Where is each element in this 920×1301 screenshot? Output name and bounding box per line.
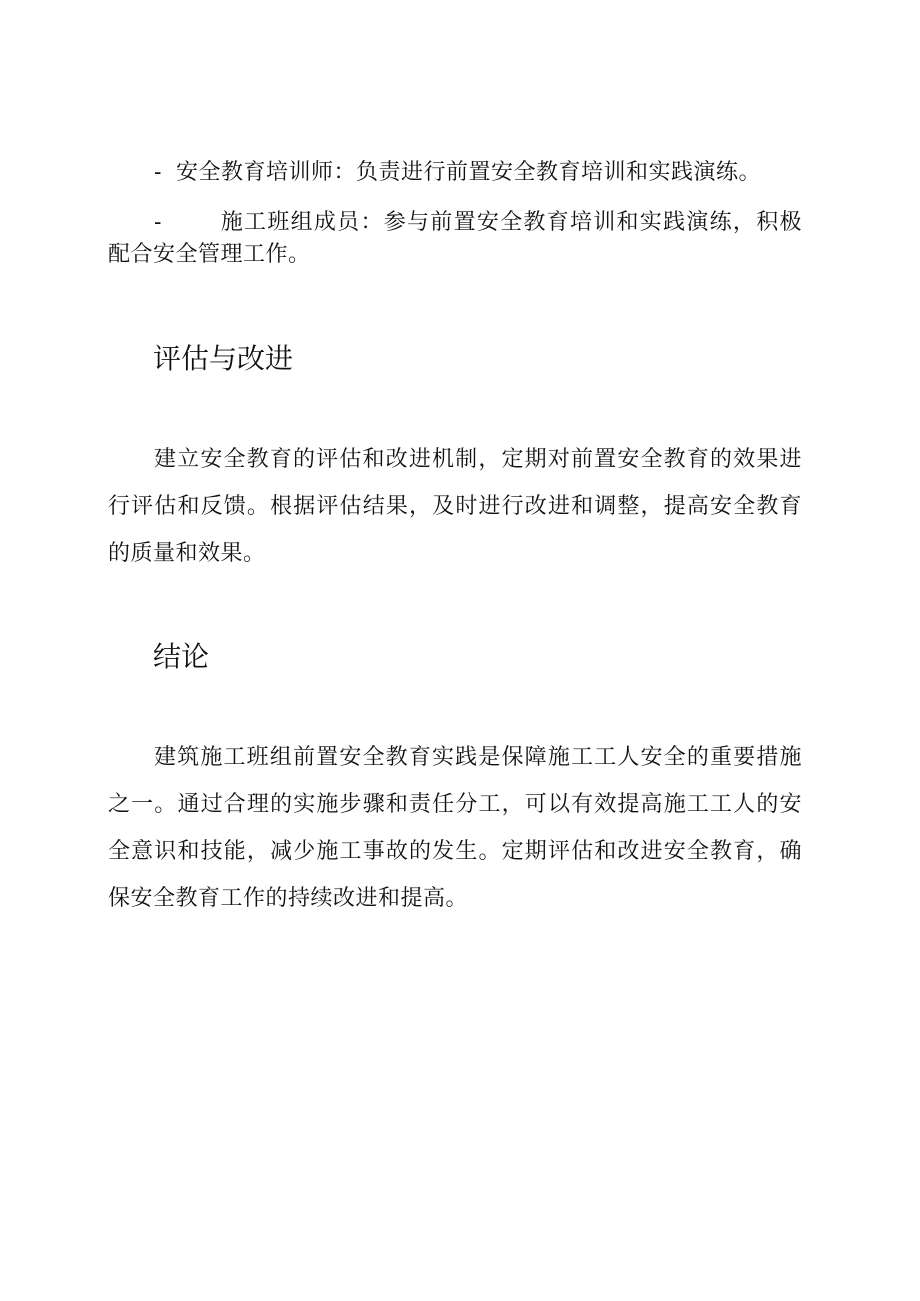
section-paragraph-evaluation: 建立安全教育的评估和改进机制，定期对前置安全教育的效果进行评估和反馈。根据评估结果，及时进行改进和调整，提高安全教育的质量和效果。 bbox=[108, 447, 802, 566]
list-item-text: 安全教育培训师：负责进行前置安全教育培训和实践演练。 bbox=[176, 160, 762, 185]
list-item bbox=[108, 157, 802, 189]
section-heading-conclusion: 结论 bbox=[153, 640, 210, 673]
list-item bbox=[108, 207, 802, 271]
list-item-text: 施工班组成员：参与前置安全教育培训和实践演练，积极配合安全管理工作。 bbox=[108, 210, 802, 267]
list-dash: - bbox=[154, 160, 162, 185]
section-paragraph-conclusion: 建筑施工班组前置安全教育实践是保障施工工人安全的重要措施之一。通过合理的实施步骤和责任分工，可以有效提高施工工人的安全意识和技能，减少施工事故的发生。定期评估和改进安全教育，确保安全教育工作的持续改进和提高。 bbox=[108, 745, 802, 911]
list-dash: - bbox=[154, 210, 162, 235]
section-heading-evaluation: 评估与改进 bbox=[153, 342, 294, 375]
